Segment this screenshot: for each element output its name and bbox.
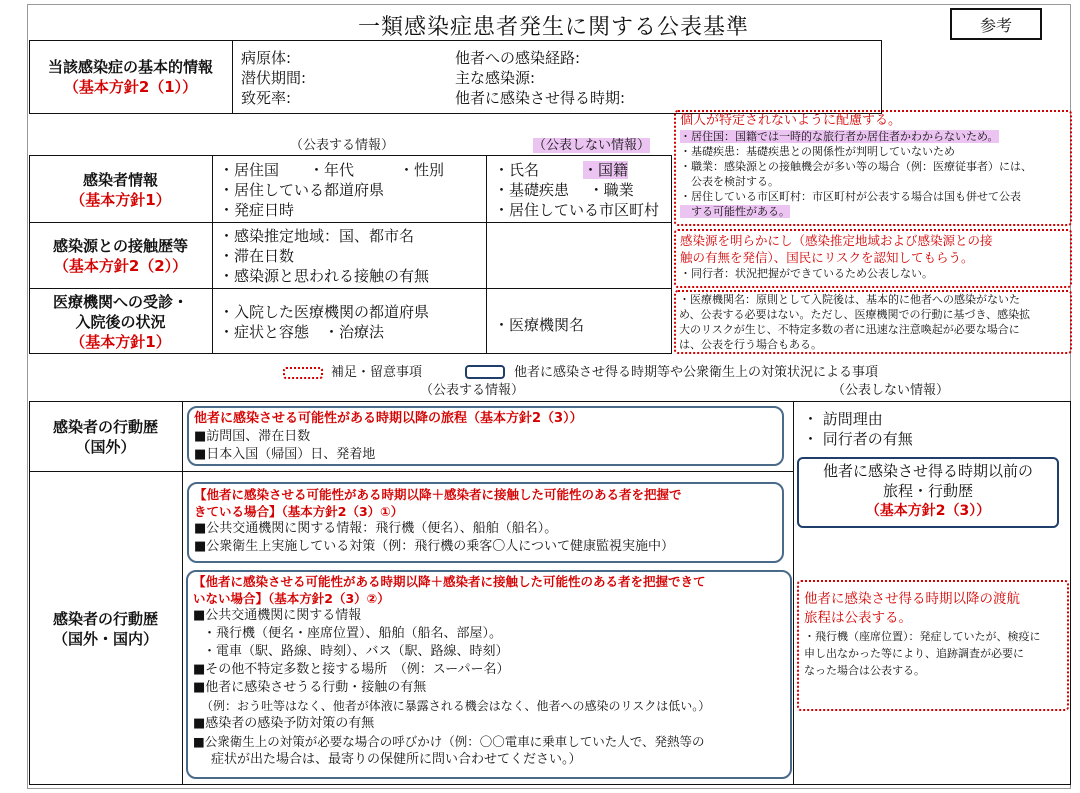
note-medical-institution-text <box>679 292 1030 352</box>
note-travel-line: 申し出なかった等により、追跡調査が必要に <box>804 647 1024 660</box>
lower-divider-1 <box>182 401 183 785</box>
lower-row-divider <box>29 471 793 472</box>
basic-info-source: 主な感染源: <box>455 69 536 87</box>
contacts-identified-item: ■公共交通機関に関する情報：飛行機（便名）、船舶（船名）。 <box>194 521 558 536</box>
contact-history-publish-line: ・滞在日数 <box>219 247 295 265</box>
lower-nonpublish-header: （公表しない情報） <box>832 383 950 398</box>
contacts-identified-title: 【他者に感染させる可能性がある時期以降＋感染者に接触した可能性のある者を把握で <box>194 487 682 502</box>
note-travel-line: ・飛行機（座席位置）：発症していたが、検疫に <box>804 630 1041 643</box>
pre-infectious-itinerary-text <box>797 461 1059 521</box>
basic-info-policy: （基本方針2（1）） <box>63 78 198 96</box>
contacts-unidentified-item: ■他者に感染させうる行動・接触の有無 <box>193 680 427 695</box>
patient-info-publish-line: ・居住している都道府県 <box>219 181 385 199</box>
note1-line <box>680 204 1032 219</box>
basic-info-period: 他者に感染させ得る時期: <box>455 89 626 107</box>
contact-history-label-cell <box>29 224 212 288</box>
contacts-unidentified-item: ■公共交通機関に関する情報 <box>193 608 362 623</box>
contacts-unidentified-item: ■その他不特定多数と接する場所 （例：スーパー名） <box>193 662 510 677</box>
note3-line: 大のリスクが生じ、不特定多数の者に迅速な注意喚起が必要な場合に <box>679 323 1020 336</box>
contact-history-publish-line: ・感染源と思われる接触の有無 <box>219 267 430 285</box>
note2-line: 触の有無を発信）、国民にリスクを認知してもらう。 <box>680 250 974 265</box>
reference-label: 参考 <box>950 8 1042 40</box>
note3-line: ・医療機関名：原則として入院後は、基本的に他者への感染がないた <box>679 293 1020 306</box>
upper-row-divider-2 <box>29 288 672 289</box>
travel-history-abroad-label-cell <box>29 403 182 471</box>
medical-status-label-2: 入院後の状況 <box>75 313 166 331</box>
note3-line: め、公表する必要はない。ただし、医療機関での行動に基づき、感染拡 <box>679 308 1031 321</box>
patient-info-publish-line: ・居住国 ・年代 ・性別 <box>219 161 445 179</box>
patient-info-policy: （基本方針1） <box>70 190 171 209</box>
medical-status-publish-line: ・症状と容態 ・治療法 <box>219 323 385 341</box>
contacts-unidentified-title: 【他者に感染させる可能性がある時期以降＋感染者に接触した可能性のある者を把握できて <box>193 574 706 589</box>
contacts-unidentified-item: ■公衆衛生上の対策が必要な場合の呼びかけ（例：〇〇電車に乗車していた人で、発熱等の <box>193 734 705 749</box>
note1-line-text: する可能性がある。 <box>680 205 790 218</box>
basic-info-fatality: 致死率: <box>241 89 292 107</box>
nonpublish-name: ・氏名 <box>494 161 540 179</box>
patient-info-publish-line: ・発症日時 <box>219 201 295 219</box>
pre-infectious-policy: （基本方針2（3）） <box>865 503 991 519</box>
upper-divider-2 <box>486 155 487 354</box>
upper-publish-header: （公表する情報） <box>290 138 395 153</box>
note1-line: 公表を検討する。 <box>680 175 779 188</box>
patient-info-nonpublish-line <box>494 160 659 180</box>
legend-solid-label: 他者に感染させ得る時期等や公衆衛生上の対策状況による事項 <box>514 365 879 380</box>
patient-info-publish <box>219 160 444 220</box>
contacts-unidentified-item: ■感染者の感染予防対策の有無 <box>193 716 375 731</box>
contacts-unidentified-item: （例：おう吐等はなく、他者が体液に暴露される機会はなく、他者への感染のリスクは低い。） <box>201 699 711 713</box>
contacts-unidentified-item: ・飛行機（便名・座席位置）、船舶（船名、部屋）。 <box>203 626 503 641</box>
basic-info-divider <box>232 40 233 114</box>
note-personal-identification-text <box>680 113 1032 219</box>
contacts-unidentified-text <box>193 573 710 769</box>
contacts-identified-text <box>194 486 682 556</box>
medical-status-nonpublish: ・医療機関名 <box>494 316 585 334</box>
contact-history-label: 感染源との接触歴等 <box>52 237 188 255</box>
note1-line: ・居住している市区町村：市区町村が公表する場合は国も併せて公表 <box>680 190 1021 203</box>
lower-publish-header: （公表する情報） <box>420 383 525 398</box>
patient-info-label: 感染者情報 <box>82 170 158 189</box>
note3-line: は、公表を行う場合もある。 <box>679 338 822 351</box>
travel-itinerary-text <box>194 410 583 464</box>
contacts-unidentified-item: 症状が出た場合は、最寄りの保健所に問い合わせてください。） <box>211 752 582 767</box>
pre-infectious-line: 旅程・行動歴 <box>882 482 973 500</box>
legend-dotted-swatch <box>283 367 323 379</box>
pre-infectious-line: 他者に感染させ得る時期以前の <box>822 462 1033 480</box>
contact-history-publish-line: ・感染推定地域：国、都市名 <box>219 227 415 245</box>
patient-info-nonpublish-line: ・居住している市区町村 <box>494 201 660 219</box>
travel-itinerary-title: 他者に感染させる可能性がある時期以降の旅程（基本方針2（3）） <box>194 411 583 426</box>
travel-nonpublish <box>803 409 913 449</box>
legend-solid-swatch <box>465 365 505 379</box>
contacts-identified-item: ■公衆衛生上実施している対策（例：飛行機の乗客〇人について健康監視実施中） <box>194 539 675 554</box>
travel-history-domestic-sub: （国外・国内） <box>52 630 158 648</box>
upper-row-divider-1 <box>29 222 672 223</box>
upper-divider-1 <box>212 155 213 354</box>
lower-divider-2 <box>793 401 794 785</box>
travel-nonpublish-item: ・ 同行者の有無 <box>803 430 913 448</box>
basic-info-incubation: 潜伏期間: <box>241 69 307 87</box>
basic-info-col2 <box>455 48 625 108</box>
legend-dotted-label: 補足・留意事項 <box>331 365 423 380</box>
contacts-unidentified-title: いない場合】（基本方針2（3）②） <box>193 591 390 606</box>
note-travel-line: なった場合は公表する。 <box>804 664 925 677</box>
travel-history-abroad-sub: （国外） <box>75 438 136 456</box>
note1-line: ・職業：感染源との接触機会が多い等の場合（例：医療従事者）には、 <box>680 160 1032 173</box>
contact-history-publish <box>219 226 429 286</box>
note1-line: ・基礎疾患：基礎疾患との関係性が判明していないため <box>680 145 955 158</box>
page-title: 一類感染症患者発生に関する公表基準 <box>358 15 750 40</box>
note-infection-source-text <box>680 232 993 281</box>
patient-info-nonpublish-line: ・基礎疾患 ・職業 <box>494 181 634 199</box>
medical-status-label-cell <box>29 290 212 354</box>
contacts-identified-title: きている場合】（基本方針2（3）①） <box>194 504 404 519</box>
travel-history-abroad-label: 感染者の行動歴 <box>52 418 158 436</box>
patient-info-nonpublish <box>494 160 659 220</box>
medical-status-label-1: 医療機関への受診・ <box>52 293 188 311</box>
basic-info-pathogen: 病原体: <box>241 49 292 67</box>
note-travel-title: 旅程は公表する。 <box>804 610 912 626</box>
medical-status-publish <box>219 302 429 342</box>
nonpublish-nationality: ・国籍 <box>583 161 629 179</box>
travel-nonpublish-item: ・ 訪問理由 <box>803 410 883 428</box>
note2-sub: ・同行者：状況把握ができているため公表しない。 <box>680 267 933 280</box>
travel-itinerary-item: ■日本入国（帰国）日、発着地 <box>194 447 376 462</box>
note1-line-text: ・居住国：国籍では一時的な旅行者か居住者かわからないため。 <box>680 130 999 143</box>
medical-status-publish-line: ・入院した医療機関の都道府県 <box>219 303 430 321</box>
upper-nonpublish-header-text: （公表しない情報） <box>533 138 651 153</box>
medical-status-policy: （基本方針1） <box>70 333 171 351</box>
basic-info-label-cell <box>29 40 232 114</box>
travel-history-domestic-label-cell <box>29 473 182 785</box>
contact-history-policy: （基本方針2（2）） <box>53 257 188 275</box>
note1-title: 個人が特定されないように配慮する。 <box>680 113 902 128</box>
note2-line: 感染源を明らかにし（感染推定地域および感染源との接 <box>680 233 993 248</box>
patient-info-label-cell <box>29 157 212 222</box>
upper-nonpublish-header <box>533 137 650 155</box>
travel-history-domestic-label: 感染者の行動歴 <box>52 610 158 628</box>
basic-info-route: 他者への感染経路: <box>455 49 581 67</box>
note1-line <box>680 129 1032 144</box>
travel-itinerary-item: ■訪問国、滞在日数 <box>194 429 311 444</box>
note-post-infectious-travel-text <box>804 590 1041 679</box>
contacts-unidentified-item: ・電車（駅、路線、時刻）、バス（駅、路線、時刻） <box>203 644 509 659</box>
note-travel-title: 他者に感染させ得る時期以降の渡航 <box>804 591 1020 607</box>
basic-info-col1 <box>241 48 306 108</box>
basic-info-label: 当該感染症の基本的情報 <box>47 58 213 76</box>
